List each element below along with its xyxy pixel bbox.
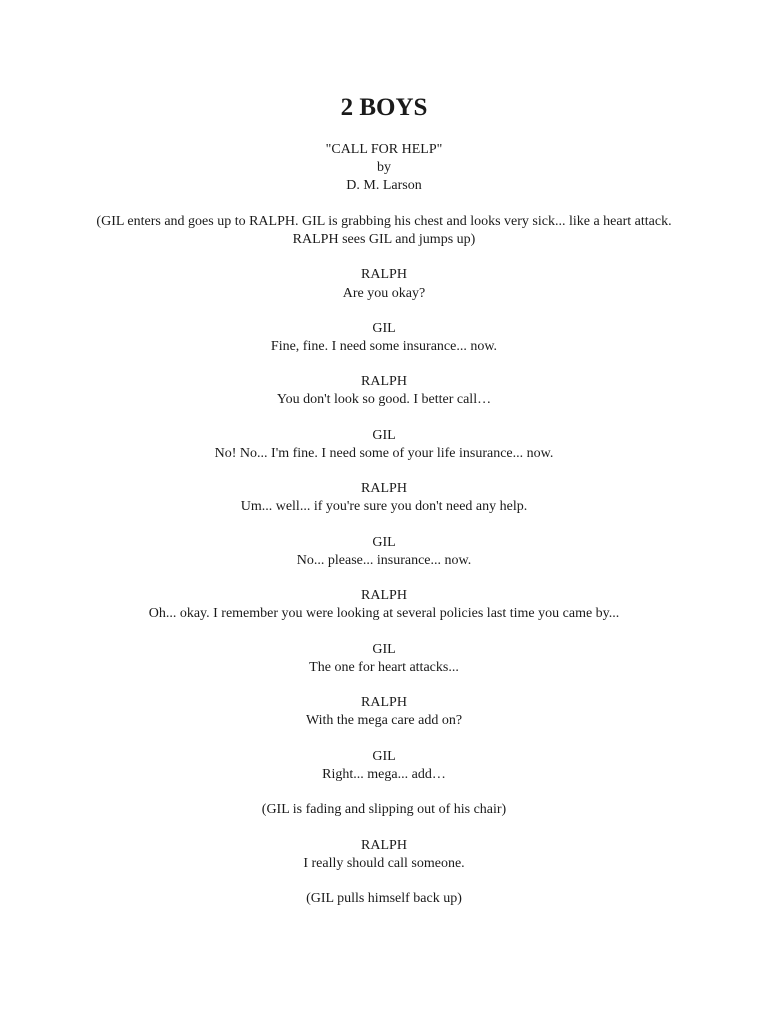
character-name: GIL — [372, 749, 396, 764]
stage-direction: (GIL pulls himself back up) — [306, 891, 462, 906]
stage-direction: (GIL enters and goes up to RALPH. GIL is grabbing his chest and looks very sick... like a heart attack. RALPH sees GIL and jumps up) — [96, 214, 672, 247]
character-name: GIL — [372, 321, 396, 336]
dialogue-line: Oh... okay. I remember you were looking at several policies last time you came by... — [148, 606, 620, 621]
dialogue-line: Right... mega... add… — [322, 767, 446, 782]
scene-title: "CALL FOR HELP" — [325, 142, 443, 157]
character-name: RALPH — [361, 588, 407, 603]
character-name: GIL — [372, 535, 396, 550]
dialogue-line: Fine, fine. I need some insurance... now. — [270, 339, 498, 354]
dialogue-line: With the mega care add on? — [305, 713, 463, 728]
character-name: GIL — [372, 428, 396, 443]
dialogue-line: No! No... I'm fine. I need some of your life insurance... now. — [214, 446, 554, 461]
character-name: RALPH — [361, 374, 407, 389]
character-name: RALPH — [361, 481, 407, 496]
author-name: D. M. Larson — [346, 178, 422, 193]
play-title: 2 BOYS — [340, 94, 428, 121]
dialogue-line: Are you okay? — [342, 286, 426, 301]
character-name: RALPH — [361, 267, 407, 282]
dialogue-line: No... please... insurance... now. — [296, 553, 472, 568]
character-name: RALPH — [361, 838, 407, 853]
character-name: GIL — [372, 642, 396, 657]
stage-direction: (GIL is fading and slipping out of his chair) — [261, 802, 507, 817]
by-line: by — [377, 160, 391, 175]
dialogue-line: The one for heart attacks... — [309, 660, 459, 675]
dialogue-line: You don't look so good. I better call… — [276, 392, 492, 407]
dialogue-line: Um... well... if you're sure you don't need any help. — [240, 499, 528, 514]
dialogue-line: I really should call someone. — [303, 856, 465, 871]
character-name: RALPH — [361, 695, 407, 710]
